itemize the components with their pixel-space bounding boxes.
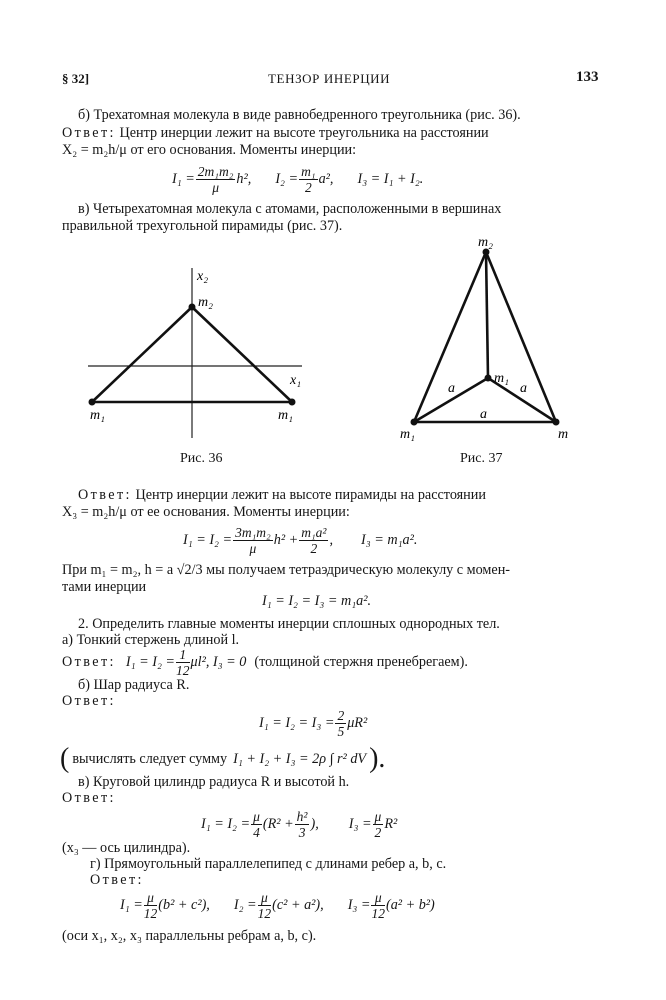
fraction: $\frac{2}{5}$ (337, 707, 345, 739)
formula-i3: I₃ = m₁a². (361, 531, 418, 548)
figure-37 (400, 232, 600, 442)
formula-lhs: I₁ = I₂ = (183, 531, 233, 548)
label-a-bottom: a (480, 407, 487, 422)
axes-note: (оси x₁, x₂, x₃ параллельны ребрам a, b, c). (62, 928, 317, 944)
problem-2-title: 2. Определить главные моменты инерции сплошных однородных тел. (78, 616, 500, 632)
part-b-answer-line (62, 125, 489, 142)
part-a-rod: а) Тонкий стержень длиной l. (62, 632, 240, 648)
formula-tail: (a² + b²) (385, 896, 435, 913)
atom-m1-left (89, 399, 96, 406)
edge-apex-center (486, 252, 488, 378)
part-b2-answer-word: Ответ: (62, 693, 116, 709)
rod-tail: μl², I₃ = 0 (190, 653, 247, 670)
atom-m1-left (411, 419, 418, 426)
label-m2: m₂ (198, 295, 213, 310)
part-v-cyl: в) Круговой цилиндр радиуса R и высотой h. (78, 774, 350, 790)
box-formula-row (120, 885, 435, 925)
label-x2: x₂ (197, 269, 209, 284)
fraction: $\frac{\mu}{12}$ (143, 889, 158, 921)
formula-lhs: I₃ = (347, 896, 371, 913)
ball-sum: I₁ + I₂ + I₃ = 2ρ ∫ r² dV (233, 750, 367, 767)
label-x1: x₁ (290, 373, 302, 388)
formula-comma: , (329, 531, 334, 548)
fraction: $\frac{\mu}{12}$ (257, 889, 272, 921)
formula-tail: (b² + c²), (158, 896, 210, 913)
fraction: $\frac{\text{m₁a²}}{2}$ (301, 524, 327, 556)
fraction: $\frac{\text{h²}}{3}$ (296, 808, 308, 840)
part-v2-answer-word: Ответ: (62, 790, 116, 806)
paren-close: ), (310, 815, 319, 832)
atom-m2 (189, 304, 196, 311)
ball-formula (259, 704, 367, 742)
part-b-formula-row (172, 160, 423, 198)
cylinder-axis-note: (x₃ — ось цилиндра). (62, 840, 191, 856)
atom-m1-right (289, 399, 296, 406)
formula-lhs: I₃ = (348, 815, 372, 832)
part-b-x2-line: X₂ = m₂h/μ от его основания. Моменты инерции: (62, 142, 357, 158)
formula-lhs: I₂ = (275, 170, 299, 187)
label-m1-right: m₁ (278, 408, 293, 423)
answer-word: Ответ: (78, 487, 132, 503)
formula-lhs: I₁ = I₂ = (201, 815, 251, 832)
section-ref: § 32] (62, 71, 90, 86)
tetra-formula: I₁ = I₂ = I₃ = m₁a². (262, 593, 372, 609)
part-v-formula-row (183, 521, 417, 559)
fraction: $\frac{\mu}{4}$ (253, 808, 260, 840)
label-m1-left: m₁ (90, 408, 105, 423)
formula-tail: μR² (347, 714, 368, 731)
formula-lhs: I₁ = I₂ = I₃ = (259, 714, 335, 731)
calc-text: вычислять следует сумму (72, 750, 228, 767)
figure-36-caption: Рис. 36 (180, 451, 223, 466)
tetra-line-1: При m₁ = m₂, h = a √2/3 мы получаем тетраэдрическую молекулу с момен- (62, 562, 511, 578)
formula-tail: (c² + a²), (272, 896, 324, 913)
label-m2: m₂ (478, 235, 493, 250)
part-a-answer-line (62, 647, 468, 677)
label-a-left: a (448, 381, 455, 396)
label-m1-left: m₁ (400, 427, 415, 442)
tetra-line-2: тами инерции (62, 579, 147, 595)
cylinder-formula (201, 804, 397, 844)
big-paren-left: ( (60, 743, 70, 774)
formula-tail: a², (318, 170, 334, 187)
formula-lhs: I₁ = (120, 896, 143, 913)
ball-sum-line (60, 743, 386, 774)
fraction: $\frac{\text{m₁}}{2}$ (301, 163, 316, 195)
answer-word: Ответ: (62, 653, 116, 670)
running-title: ТЕНЗОР ИНЕРЦИИ (268, 71, 391, 86)
atom-m1-center (485, 375, 492, 382)
label-m-right: m (558, 427, 569, 442)
answer-text: Центр инерции лежит на высоте пирамиды на расстоянии (135, 487, 486, 503)
formula-i3: I₃ = I₁ + I₂. (357, 170, 424, 187)
part-g-answer-word: Ответ: (90, 872, 144, 888)
formula-tail: h², (236, 170, 252, 187)
part-v-intro-2: правильной трехугольной пирамиды (рис. 37). (62, 218, 343, 234)
rod-lhs: I₁ = I₂ = (125, 653, 176, 670)
fraction: $\frac{\text{3m₁m₂}}{\mu}$ (235, 524, 271, 556)
part-g-box: г) Прямоугольный параллелепипед с длинами ребер a, b, c. (90, 856, 447, 872)
fraction: $\frac{\mu}{12}$ (371, 889, 385, 921)
big-paren-right: ). (369, 743, 386, 774)
label-a-right: a (520, 381, 527, 396)
formula-lhs: I₂ = (233, 896, 257, 913)
part-v-answer-line (78, 487, 486, 504)
atom-m-right (553, 419, 560, 426)
edge-apex-left (414, 252, 486, 422)
triangle-left-side (92, 307, 192, 402)
formula-lhs: I₁ = (172, 170, 195, 187)
formula-mid: h² + (273, 531, 299, 548)
part-b-ball: б) Шар радиуса R. (78, 677, 190, 693)
triangle-right-side (192, 307, 292, 402)
part-v-intro-1: в) Четырехатомная молекула с атомами, расположенными в вершинах (78, 201, 502, 217)
edge-apex-right (486, 252, 556, 422)
answer-word: Ответ: (62, 125, 116, 141)
fraction: $\frac{\text{2m₁m₂}}{\mu}$ (197, 163, 234, 195)
formula-tail: R² (384, 815, 398, 832)
part-v-x3-line: X₃ = m₂h/μ от ее основания. Моменты инерции: (62, 504, 350, 520)
fraction: $\frac{\mu}{2}$ (374, 808, 382, 840)
part-b-intro: б) Трехатомная молекула в виде равнобедренного треугольника (рис. 36). (78, 107, 521, 123)
figure-36 (80, 262, 320, 452)
page-number: 133 (576, 69, 599, 85)
label-m1-center: m₁ (494, 371, 509, 386)
rod-note: (толщиной стержня пренебрегаем). (254, 653, 468, 670)
figure-37-caption: Рис. 37 (460, 451, 503, 466)
paren-open: (R² + (262, 815, 294, 832)
answer-text: Центр инерции лежит на высоте треугольника на расстоянии (119, 125, 489, 141)
fraction: $\frac{1}{12}$ (176, 646, 190, 678)
